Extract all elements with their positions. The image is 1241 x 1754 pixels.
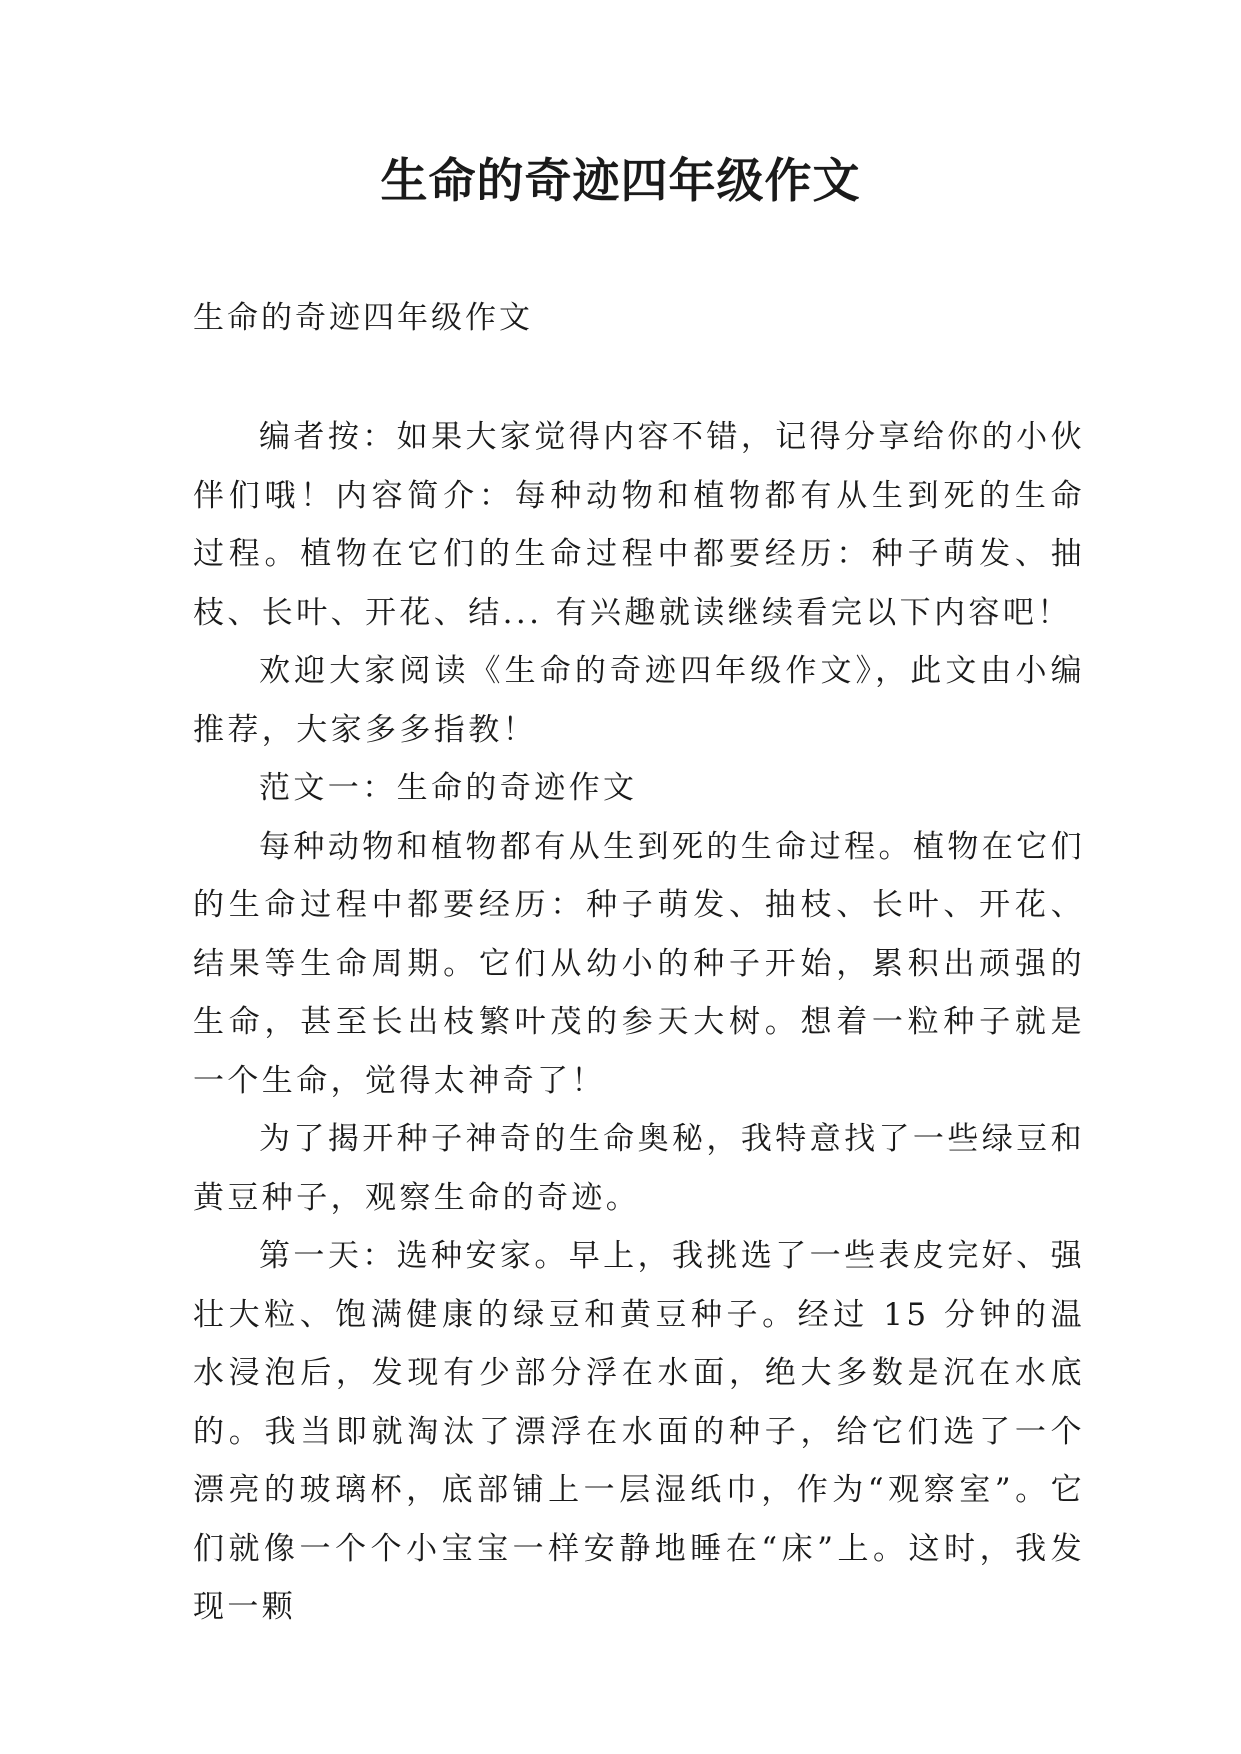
document-title: 生命的奇迹四年级作文: [380, 154, 861, 209]
paragraph-editor-note: 编者按：如果大家觉得内容不错，记得分享给你的小伙伴们哦！内容简介：每种动物和植物都有从生到死的生命过程。植物在它们的生命过程中都要经历：种子萌发、抽枝、长叶、开花、结... 有兴趣就读继续看完以下内容吧！: [193, 419, 1085, 631]
paragraph-life-process: 每种动物和植物都有从生到死的生命过程。植物在它们的生命过程中都要经历：种子萌发、抽枝、长叶、开花、结果等生命周期。它们从幼小的种子开始，累积出顽强的生命，甚至长出枝繁叶茂的参天大树。想着一粒种子就是一个生命，觉得太神奇了！: [193, 828, 1085, 1099]
paragraph-sample-heading: 范文一：生命的奇迹作文: [259, 770, 638, 806]
document-subtitle: 生命的奇迹四年级作文: [193, 300, 533, 336]
paragraph-observation-intro: 为了揭开种子神奇的生命奥秘，我特意找了一些绿豆和黄豆种子，观察生命的奇迹。: [193, 1121, 1085, 1216]
paragraph-day-one: 第一天：选种安家。早上，我挑选了一些表皮完好、强壮大粒、饱满健康的绿豆和黄豆种子。经过 15 分钟的温水浸泡后，发现有少部分浮在水面，绝大多数是沉在水底的。我当即就淘汰了漂浮在水面的种子，给它们选了一个漂亮的玻璃杯，底部铺上一层湿纸巾，作为“观察室”。它们就像一个个小宝宝一样安静地睡在“床”上。这时，我发现一颗: [193, 1238, 1085, 1625]
paragraph-welcome: 欢迎大家阅读《生命的奇迹四年级作文》，此文由小编推荐，大家多多指教！: [193, 653, 1085, 748]
document-body: [193, 408, 1085, 1637]
